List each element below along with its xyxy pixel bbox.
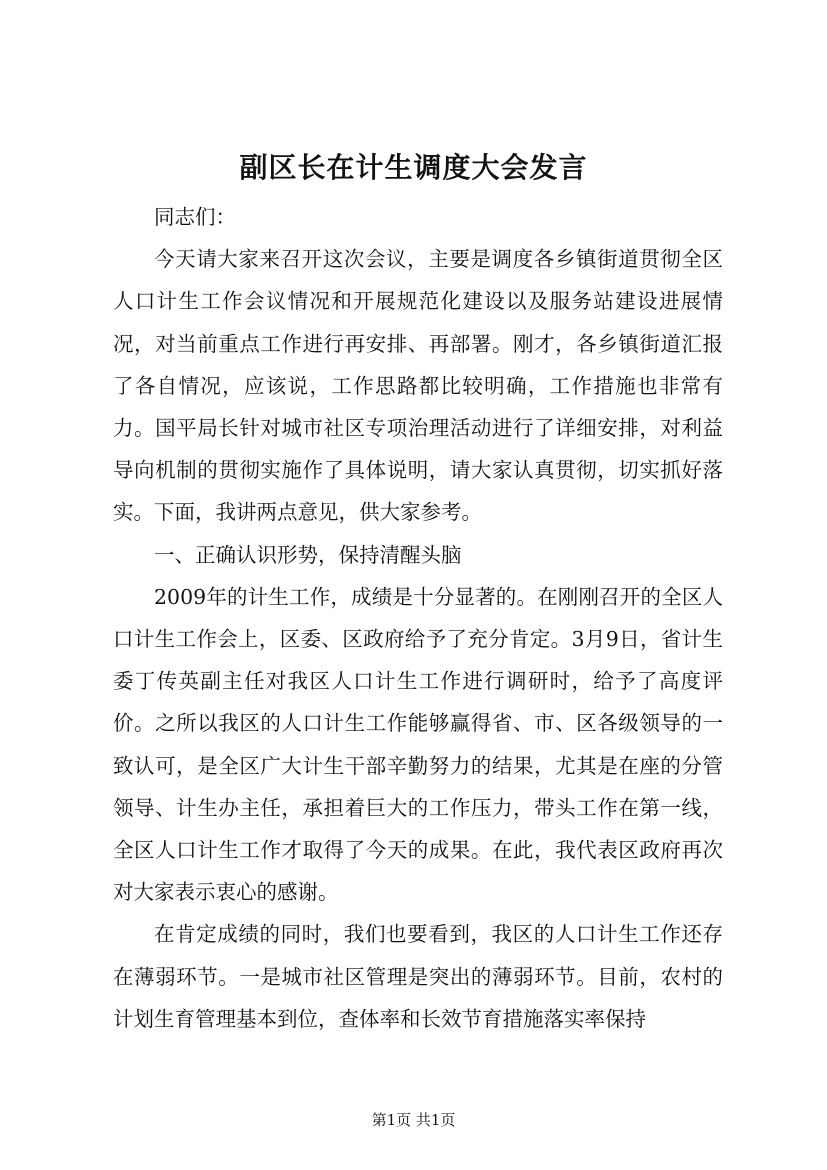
page-footer: 第1页 共1页 xyxy=(371,1111,456,1129)
achievements-paragraph: 2009年的计生工作，成绩是十分显著的。在刚刚召开的全区人口计生工作会上，区委、区政府给予了充分肯定。3月9日，省计生委丁传英副主任对我区人口计生工作进行调研时，给予了高度评价。之所以我区的人口计生工作能够赢得省、市、区各级领导的一致认可，是全区广大计生干部辛勤努力的结果，尤其是在座的分管领导、计生办主任，承担着巨大的工作压力，带头工作在第一线，全区人口计生工作才取得了今天的成果。在此，我代表区政府再次对大家表示衷心的感谢。 xyxy=(113,584,723,905)
document-title: 副区长在计生调度大会发言 xyxy=(239,151,588,184)
salutation-paragraph: 同志们： xyxy=(154,205,236,229)
document-body xyxy=(113,196,723,1040)
section-heading: 一、正确认识形势，保持清醒头脑 xyxy=(154,542,462,567)
weaknesses-paragraph: 在肯定成绩的同时，我们也要看到，我区的人口计生工作还存在薄弱环节。一是城市社区管理是突出的薄弱环节。目前，农村的计划生育管理基本到位，查体率和长效节育措施落实率保持 xyxy=(113,922,723,1031)
intro-paragraph: 今天请大家来召开这次会议，主要是调度各乡镇街道贯彻全区人口计生工作会议情况和开展规范化建设以及服务站建设进展情况，对当前重点工作进行再安排、再部署。刚才，各乡镇街道汇报了各自情况，应该说，工作思路都比较明确，工作措施也非常有力。国平局长针对城市社区专项治理活动进行了详细安排，对利益导向机制的贯彻实施作了具体说明，请大家认真贯彻，切实抓好落实。下面，我讲两点意见，供大家参考。 xyxy=(113,247,723,525)
